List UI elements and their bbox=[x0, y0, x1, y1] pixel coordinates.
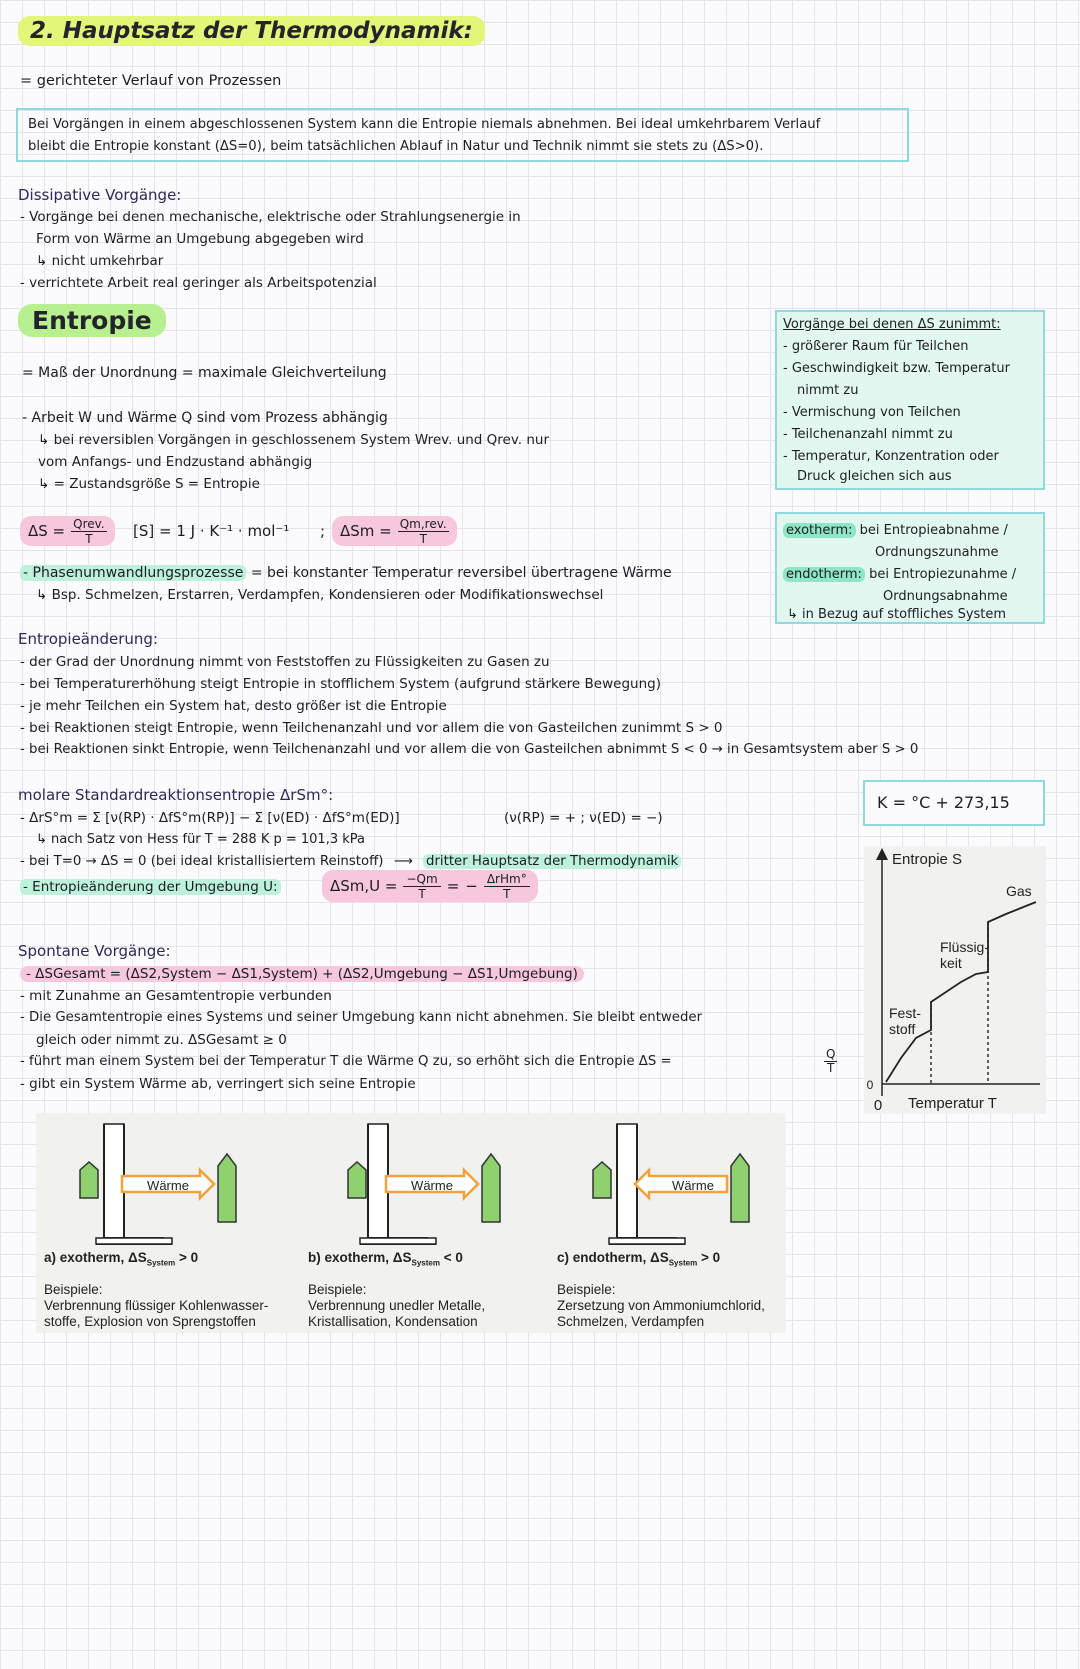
dissipative-line-4: - verrichtete Arbeit real geringer als Arbeitspotenzial bbox=[20, 275, 377, 291]
exo-row bbox=[783, 520, 1008, 542]
y-axis-label: Entropie S bbox=[892, 851, 963, 868]
dissipative-line-2: Form von Wärme an Umgebung abgegeben wird bbox=[36, 231, 364, 247]
caption-title: b) exotherm, ΔS bbox=[308, 1250, 412, 1265]
x-axis-label: Temperatur T bbox=[908, 1095, 997, 1112]
increase-line-5: - Teilchenanzahl nimmt zu bbox=[783, 427, 953, 442]
spontaneous-frac-num: Q bbox=[826, 1047, 836, 1061]
molar-formula: - ΔrS°m = Σ [ν(RP) · ΔfS°m(RP)] − Σ [ν(ED) · ΔfS°m(ED)] bbox=[20, 810, 400, 826]
surround-num-1: −Qm bbox=[403, 872, 440, 887]
caption-sub: System bbox=[146, 1258, 176, 1268]
entropie-measure: = Maß der Unordnung = maximale Gleichverteilung bbox=[22, 365, 387, 381]
formula-numerator: Qrev. bbox=[73, 516, 105, 531]
molar-entropy-formula bbox=[332, 516, 457, 550]
sample-crystal bbox=[348, 1162, 366, 1198]
entropie-line-1: - Arbeit W und Wärme Q sind vom Prozess abhängig bbox=[22, 410, 388, 426]
spontaneous-line-4: - führt man einem System bei der Temperatur T die Wärme Q zu, so erhöht sich die Entropie ΔS = bbox=[20, 1054, 672, 1069]
phase-label-2: Flüssig-keit bbox=[940, 939, 990, 971]
spontaneous-frac-den: T bbox=[827, 1061, 835, 1075]
caption-cond: > 0 bbox=[178, 1250, 199, 1265]
examples-text: Verbrennung flüssiger Kohlenwasser- stoffe, Explosion von Sprengstoffen bbox=[44, 1298, 269, 1329]
spontaneous-line-5: - gibt ein System Wärme ab, verringert sich seine Entropie bbox=[20, 1076, 416, 1092]
surround-text: - Entropieänderung der Umgebung U: bbox=[20, 879, 281, 895]
entropy-series-line bbox=[886, 902, 1036, 1082]
figure-caption bbox=[44, 1250, 198, 1272]
sample-crystal bbox=[80, 1162, 98, 1198]
figure-drawing bbox=[60, 1118, 290, 1248]
entropy-chart bbox=[864, 846, 1046, 1114]
spontaneous-line-3: gleich oder nimmt zu. ΔSGesamt ≥ 0 bbox=[36, 1032, 287, 1048]
exo-endo-note: ↳ in Bezug auf stoffliches System bbox=[787, 607, 1007, 622]
increase-box bbox=[775, 310, 1045, 490]
outer-crystal bbox=[482, 1154, 500, 1222]
law-line-2: bleibt die Entropie konstant (ΔS=0), beim tatsächlichen Ablauf in Natur und Technik nimmt sie stets zu (ΔS>0). bbox=[28, 139, 764, 154]
page-title bbox=[18, 18, 485, 44]
caption-cond: > 0 bbox=[700, 1250, 721, 1265]
third-law-arrow: ⟶ bbox=[393, 854, 413, 869]
dissipative-heading: Dissipative Vorgänge: bbox=[18, 186, 182, 204]
surround-den-2: T bbox=[503, 886, 511, 901]
formula-denominator: T bbox=[85, 531, 93, 546]
surround-num-2: ΔrHm° bbox=[484, 872, 530, 887]
increase-line-2: - Geschwindigkeit bzw. Temperatur bbox=[783, 361, 1010, 376]
figure-caption bbox=[308, 1250, 463, 1272]
spontaneous-line-2: - Die Gesamtentropie eines Systems und seiner Umgebung kann nicht abnehmen. Sie bleibt entweder bbox=[20, 1010, 703, 1025]
endo-text-2: Ordnungsabnahme bbox=[883, 589, 1008, 604]
entropie-line-3: vom Anfangs- und Endzustand abhängig bbox=[38, 454, 313, 470]
examples-text: Zersetzung von Ammoniumchlorid, Schmelzen, Verdampfen bbox=[557, 1298, 765, 1329]
molar-formula-denominator: T bbox=[419, 531, 427, 546]
endo-label: endotherm: bbox=[783, 567, 865, 582]
increase-line-4: - Vermischung von Teilchen bbox=[783, 405, 961, 420]
increase-line-3: nimmt zu bbox=[797, 383, 859, 398]
change-heading: Entropieänderung: bbox=[18, 630, 159, 648]
caption-title: c) endotherm, ΔS bbox=[557, 1250, 669, 1265]
sample-crystal bbox=[593, 1162, 611, 1198]
caption-cond: < 0 bbox=[443, 1250, 463, 1265]
third-law-name: dritter Hauptsatz der Thermodynamik bbox=[423, 854, 681, 869]
law-line-1: Bei Vorgängen in einem abgeschlossenen System kann die Entropie niemals abnehmen. Bei ideal umkehrbarem Verlauf bbox=[28, 117, 821, 132]
phase-term: - Phasenumwandlungsprozesse bbox=[20, 565, 246, 581]
figure-examples bbox=[557, 1282, 765, 1330]
caption-sub: System bbox=[411, 1258, 440, 1268]
molar-signs: (ν(RP) = + ; ν(ED) = −) bbox=[504, 810, 663, 826]
surround-lhs: ΔSm,U = bbox=[330, 877, 398, 895]
endo-text: bei Entropiezunahme / bbox=[869, 567, 1017, 582]
kelvin-box bbox=[863, 780, 1045, 826]
third-law-condition: - bei T=0 → ΔS = 0 (bei ideal kristallisiertem Reinstoff) bbox=[20, 854, 384, 869]
formula-lhs: ΔS = bbox=[28, 522, 66, 540]
surround-formula bbox=[322, 870, 538, 910]
examples-title: Beispiele: bbox=[557, 1282, 616, 1297]
molar-heading: molare Standardreaktionsentropie ΔrSm°: bbox=[18, 786, 334, 804]
phase-label-3: Gas bbox=[1006, 883, 1032, 899]
exo-text: bei Entropieabnahme / bbox=[859, 523, 1008, 538]
entropie-line-4: ↳ = Zustandsgröße S = Entropie bbox=[38, 476, 260, 492]
spontaneous-fraction bbox=[824, 1048, 837, 1075]
phase-examples: ↳ Bsp. Schmelzen, Erstarren, Verdampfen, Kondensieren oder Modifikationswechsel bbox=[36, 587, 604, 603]
surround-equals: = bbox=[446, 877, 460, 895]
examples-title: Beispiele: bbox=[308, 1282, 367, 1297]
figure-examples bbox=[44, 1282, 268, 1330]
origin-label-y: 0 bbox=[866, 1078, 874, 1092]
molar-formula-lhs: ΔSm = bbox=[340, 522, 392, 540]
spontaneous-formula-text: - ΔSGesamt = (ΔS2,System − ΔS1,System) + (ΔS2,Umgebung − ΔS1,Umgebung) bbox=[20, 966, 584, 982]
outer-crystal bbox=[218, 1154, 236, 1222]
entropie-heading-text: Entropie bbox=[18, 304, 166, 337]
kelvin-formula: K = °C + 273,15 bbox=[877, 793, 1010, 812]
dissipative-line-3: ↳ nicht umkehrbar bbox=[36, 253, 164, 269]
figure-caption bbox=[557, 1250, 720, 1272]
surround-den-1: T bbox=[418, 886, 426, 901]
heat-label: Wärme bbox=[672, 1178, 714, 1193]
heat-label: Wärme bbox=[147, 1178, 189, 1193]
title-text: 2. Hauptsatz der Thermodynamik: bbox=[18, 16, 485, 46]
entropy-formula bbox=[20, 516, 115, 550]
dissipative-line-1: - Vorgänge bei denen mechanische, elektrische oder Strahlungsenergie in bbox=[20, 209, 521, 225]
heat-label: Wärme bbox=[411, 1178, 453, 1193]
change-line-2: - bei Temperaturerhöhung steigt Entropie in stofflichem System (aufgrund stärkere Bewegung) bbox=[20, 676, 661, 692]
surround-minus: − bbox=[465, 877, 478, 895]
spontaneous-formula bbox=[20, 963, 584, 985]
formula-separator: ; bbox=[320, 522, 326, 540]
increase-heading: Vorgänge bei denen ΔS zunimmt: bbox=[783, 317, 1001, 332]
figure-drawing bbox=[324, 1118, 554, 1248]
phase-line bbox=[20, 562, 672, 584]
spontaneous-line-1: - mit Zunahme an Gesamtentropie verbunden bbox=[20, 988, 332, 1004]
spontaneous-heading: Spontane Vorgänge: bbox=[18, 942, 171, 960]
endo-row bbox=[783, 564, 1016, 586]
outer-crystal bbox=[731, 1154, 749, 1222]
entropie-heading bbox=[18, 306, 166, 335]
entropie-line-2: ↳ bei reversiblen Vorgängen in geschlossenem System Wrev. und Qrev. nur bbox=[38, 432, 550, 448]
molar-formula-numerator: Qm,rev. bbox=[399, 516, 447, 531]
change-line-3: - je mehr Teilchen ein System hat, desto größer ist die Entropie bbox=[20, 698, 447, 714]
change-line-1: - der Grad der Unordnung nimmt von Feststoffen zu Flüssigkeiten zu Gasen zu bbox=[20, 654, 550, 670]
exo-label: exotherm: bbox=[783, 523, 856, 538]
exo-text-2: Ordnungszunahme bbox=[875, 545, 999, 560]
change-line-4: - bei Reaktionen steigt Entropie, wenn Teilchenanzahl und vor allem die von Gasteilchen zunimmt S > 0 bbox=[20, 720, 723, 736]
entropy-unit: [S] = 1 J · K⁻¹ · mol⁻¹ bbox=[133, 522, 290, 540]
law-box bbox=[16, 108, 909, 162]
surround-line bbox=[20, 876, 281, 898]
exo-endo-box bbox=[775, 512, 1045, 624]
origin-label: 0 bbox=[873, 1097, 883, 1114]
figure-examples bbox=[308, 1282, 485, 1330]
hess-line: ↳ nach Satz von Hess für T = 288 K p = 101,3 kPa bbox=[36, 832, 365, 847]
figure-drawing bbox=[573, 1118, 803, 1248]
examples-text: Verbrennung unedler Metalle, Kristallisation, Kondensation bbox=[308, 1298, 486, 1329]
examples-title: Beispiele: bbox=[44, 1282, 103, 1297]
caption-sub: System bbox=[668, 1258, 698, 1268]
increase-line-7: Druck gleichen sich aus bbox=[797, 469, 952, 484]
change-line-5: - bei Reaktionen sinkt Entropie, wenn Teilchenanzahl und vor allem die von Gasteilchen abnimmt S < 0 → in Gesamtsystem aber S > 0 bbox=[20, 742, 919, 757]
increase-line-6: - Temperatur, Konzentration oder bbox=[783, 449, 999, 464]
definition: = gerichteter Verlauf von Prozessen bbox=[20, 73, 282, 89]
phase-label-1: Fest-stoff bbox=[889, 1005, 921, 1037]
phase-definition: = bei konstanter Temperatur reversibel übertragene Wärme bbox=[250, 565, 672, 581]
caption-title: a) exotherm, ΔS bbox=[44, 1250, 147, 1265]
increase-line-1: - größerer Raum für Teilchen bbox=[783, 339, 969, 354]
entropy-chart-svg bbox=[864, 846, 1046, 1114]
